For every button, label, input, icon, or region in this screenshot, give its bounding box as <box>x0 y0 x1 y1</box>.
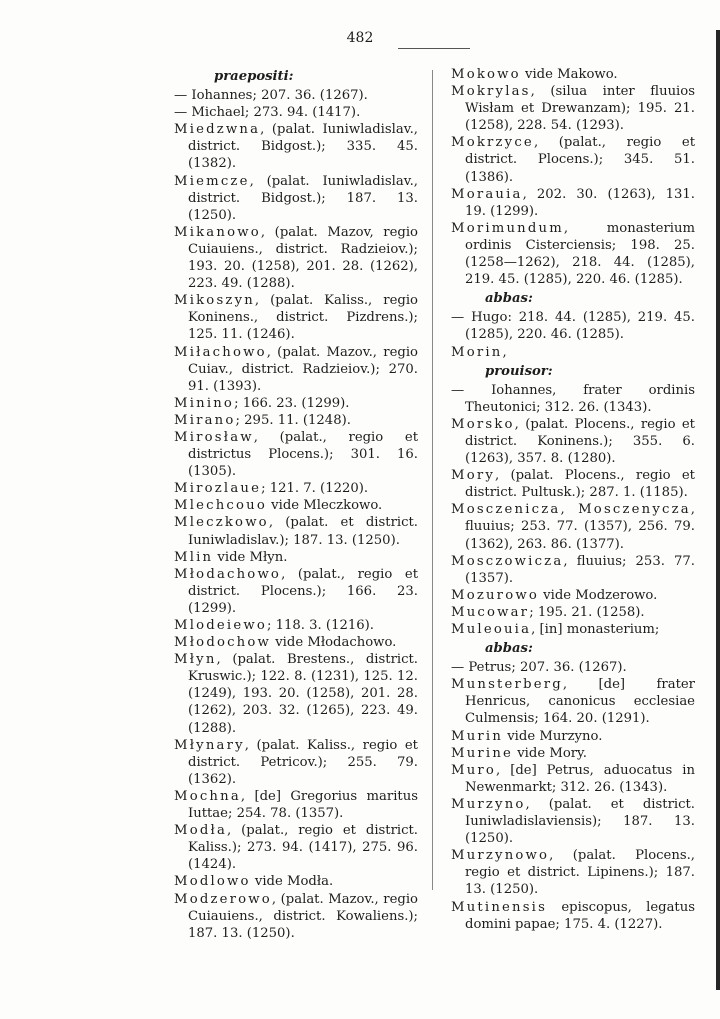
entry-text: vide Murzyno. <box>503 728 603 744</box>
entry-headword: Mosczowicza <box>451 553 564 569</box>
entry-text: ; 295. 11. (1248). <box>235 412 351 428</box>
index-entry <box>451 796 695 847</box>
entry-headword: Morimundum <box>451 220 564 236</box>
entry-text: , monasterium ordinis Cisterciensis; 198. 25. (1258—1262), 218. 44. (1285), 219. 45. (1285), 220. 46. (1285). <box>465 220 695 288</box>
entry-text: — Hugo: 218. 44. (1285), 219. 45. (1285), 220. 46. (1285). <box>451 310 695 343</box>
entry-headword: Mucowar <box>451 604 530 620</box>
entry-text: vide Mory. <box>513 745 587 761</box>
entry-text: — Iohannes, frater ordinis Theutonici; 312. 26. (1343). <box>451 382 695 415</box>
index-entry <box>451 659 695 676</box>
entry-text: , [de] Gregorius maritus Iuttae; 254. 78. (1357). <box>188 788 418 822</box>
index-entry <box>174 566 418 617</box>
entry-headword: Minino <box>174 395 235 411</box>
entry-headword: Mokowo <box>451 67 521 82</box>
entry-headword: Morsko <box>451 416 515 432</box>
entry-text: , (palat. Plocens., regio et district. Koninens.); 355. 6. (1263), 357. 8. (1280). <box>465 416 695 467</box>
entry-text: — Michael; 273. 94. (1417). <box>174 105 361 121</box>
index-entry <box>451 553 695 587</box>
section-heading: abbas: <box>485 641 533 657</box>
entry-headword: Mosczenicza, Mosczenycza <box>451 502 691 518</box>
entry-headword: Morin <box>451 344 503 360</box>
entry-headword: Mikanowo <box>174 224 261 240</box>
entry-text: , (silua inter fluuios Wisłam et Drewanzam); 195. 21. (1258), 228. 54. (1293). <box>465 84 695 134</box>
index-entry <box>451 676 695 727</box>
entry-headword: Mleczkowo <box>174 515 269 531</box>
entry-text: , (palat., regio et district. Plocens.); 345. 51. (1386). <box>465 135 695 185</box>
index-entry <box>451 728 695 745</box>
entry-headword: Miłachowo <box>174 344 267 360</box>
index-entry <box>451 186 695 220</box>
entry-text: , (palat. Plocens., regio et district. Pultusk.); 287. 1. (1185). <box>465 468 695 501</box>
index-entry <box>174 173 418 224</box>
index-entry <box>451 66 695 83</box>
index-entry <box>174 788 418 822</box>
section-heading: abbas: <box>485 291 533 307</box>
entry-headword: Mirozlaue <box>174 481 262 497</box>
header-rule <box>398 48 470 49</box>
index-entry <box>451 587 695 604</box>
index-entry <box>174 344 418 395</box>
entry-headword: Mlechcouo <box>174 498 267 514</box>
entry-headword: Mlin <box>174 549 214 565</box>
index-entry <box>451 847 695 898</box>
entry-text: vide Modzerowo. <box>538 587 658 603</box>
entry-text: vide Młyn. <box>213 549 288 565</box>
entry-headword: Młyn <box>174 652 217 668</box>
entry-text: , (palat. Kaliss., regio et district. Petricov.); 255. 79. (1362). <box>188 737 418 787</box>
entry-headword: Modzerowo <box>174 891 272 907</box>
page-edge-shadow <box>716 30 720 990</box>
entry-headword: Miemcze <box>174 173 250 189</box>
entry-text: , [de] frater Henricus, canonicus ecclesiae Culmensis; 164. 20. (1291). <box>465 677 695 727</box>
index-entry <box>174 873 418 890</box>
entry-headword: Mlodeiewo <box>174 618 267 633</box>
entry-headword: Morauia <box>451 186 523 202</box>
entry-headword: Muleouia <box>451 622 532 637</box>
entry-text: , [de] Petrus, aduocatus in Newenmarkt; 312. 26. (1343). <box>465 762 695 795</box>
entry-headword: Mochna <box>174 788 241 804</box>
index-entry <box>174 121 418 172</box>
index-entry <box>174 292 418 343</box>
entry-text: , fluuius; 253. 77. (1357). <box>465 553 695 586</box>
entry-headword: Mory <box>451 468 495 484</box>
column-divider <box>432 70 433 890</box>
index-entry <box>174 617 418 634</box>
index-entry <box>451 344 695 361</box>
entry-headword: Murzynowo <box>451 848 550 864</box>
entry-headword: Młodochow <box>174 635 272 651</box>
right-column <box>451 66 695 933</box>
entry-headword: Murzyno <box>451 796 526 812</box>
entry-text: ; 195. 21. (1258). <box>529 604 645 620</box>
index-entry <box>174 549 418 566</box>
index-entry <box>451 382 695 416</box>
entry-text: ; 118. 3. (1216). <box>266 618 374 633</box>
entry-text: , (palat. Mazov., regio Cuiauiens., district. Kowaliens.); 187. 13. (1250). <box>188 891 418 941</box>
entry-text: — Petrus; 207. 36. (1267). <box>451 660 627 676</box>
entry-headword: Mutinensis <box>451 899 548 915</box>
index-entry <box>451 309 695 343</box>
section-heading: praepositi: <box>214 69 294 84</box>
index-entry <box>451 83 695 134</box>
index-entry <box>174 737 418 788</box>
entry-headword: Modlowo <box>174 874 251 890</box>
entry-headword: Mokrzyce <box>451 135 534 151</box>
entry-text: , (palat., regio et districtus Plocens.); 301. 16. (1305). <box>188 429 418 480</box>
entry-headword: Mozurowo <box>451 587 539 603</box>
entry-headword: Munsterberg <box>451 677 563 693</box>
entry-headword: Mirosław <box>174 429 254 445</box>
entry-headword: Miedzwna <box>174 122 261 138</box>
entry-text: , [in] monasterium; <box>531 622 660 637</box>
index-entry <box>174 412 418 429</box>
index-entry <box>174 480 418 497</box>
entry-text: vide Makowo. <box>520 67 618 82</box>
index-entry <box>451 745 695 762</box>
entry-text: , (palat., regio et district. Kaliss.); 273. 94. (1417), 275. 96. (1424). <box>188 823 418 873</box>
index-entry <box>174 822 418 873</box>
index-entry <box>174 395 418 412</box>
entry-text: , (palat. et district. Iuniwladislaviensis); 187. 13. (1250). <box>465 796 695 847</box>
index-entry <box>451 416 695 467</box>
entry-text: , (palat., regio et district. Plocens.); 166. 23. (1299). <box>188 566 418 616</box>
entry-text: vide Modła. <box>250 874 334 890</box>
entry-text: , <box>502 344 507 360</box>
index-entry <box>451 134 695 185</box>
entry-text: vide Młodachowo. <box>271 635 397 651</box>
index-entry <box>174 497 418 514</box>
entry-text: ; 121. 7. (1220). <box>261 481 369 497</box>
entry-headword: Mirano <box>174 412 236 428</box>
entry-text: , (palat. Iuniwladislav., district. Bidgost.); 187. 13. (1250). <box>188 173 418 223</box>
index-entry <box>451 467 695 501</box>
entry-text: , (palat. Brestens., district. Kruswic.); 122. 8. (1231), 125. 12. (1249), 193. 20. (1258), 201. 28. (1262), 203. 32. (1265), 223. 49. (1288). <box>188 652 418 736</box>
index-entry <box>451 501 695 552</box>
entry-text: , 202. 30. (1263), 131. 19. (1299). <box>465 186 695 219</box>
index-entry <box>174 104 418 121</box>
index-entry <box>451 899 695 933</box>
entry-headword: Mikoszyn <box>174 293 255 309</box>
section-heading: prouisor: <box>485 363 553 379</box>
entry-text: , (palat. et district. Iuniwladislav.); 187. 13. (1250). <box>188 515 418 548</box>
entry-text: ; 166. 23. (1299). <box>234 395 350 411</box>
entry-text: vide Mleczkowo. <box>266 498 383 514</box>
index-entry <box>174 891 418 942</box>
index-entry <box>174 224 418 292</box>
entry-text: , (palat. Mazov., regio Cuiav., district. Radzieiov.); 270. 91. (1393). <box>188 344 418 394</box>
index-entry <box>174 429 418 480</box>
entry-text: , (palat. Kaliss., regio Koninens., district. Pizdrens.); 125. 11. (1246). <box>188 293 418 343</box>
page-number: 482 <box>346 30 374 46</box>
index-entry <box>174 651 418 736</box>
index-entry <box>451 220 695 288</box>
index-entry <box>174 634 418 651</box>
entry-text: , (palat. Plocens., regio et district. Lipinens.); 187. 13. (1250). <box>465 848 695 898</box>
entry-headword: Młodachowo <box>174 566 282 582</box>
index-entry <box>451 762 695 796</box>
entry-text: episcopus, legatus domini papae; 175. 4. (1227). <box>465 899 695 932</box>
entry-text: — Iohannes; 207. 36. (1267). <box>174 88 368 104</box>
entry-headword: Muro <box>451 762 497 778</box>
entry-text: , (palat. Mazov, regio Cuiauiens., district. Radzieiov.); 193. 20. (1258), 201. 28. (1262), 223. 49. (1288). <box>188 224 418 292</box>
entry-headword: Murine <box>451 745 514 761</box>
index-entry <box>174 87 418 104</box>
entry-text: , fluuius; 253. 77. (1357), 256. 79. (1362), 263. 86. (1377). <box>465 502 695 552</box>
entry-headword: Modła <box>174 823 228 839</box>
entry-headword: Młynary <box>174 737 245 753</box>
left-column <box>174 66 418 942</box>
entry-headword: Murin <box>451 728 504 744</box>
index-entry <box>451 604 695 621</box>
entry-headword: Mokrylas <box>451 84 531 100</box>
index-entry <box>451 621 695 638</box>
entry-text: , (palat. Iuniwladislav., district. Bidgost.); 335. 45. (1382). <box>188 122 418 172</box>
index-entry <box>174 514 418 548</box>
